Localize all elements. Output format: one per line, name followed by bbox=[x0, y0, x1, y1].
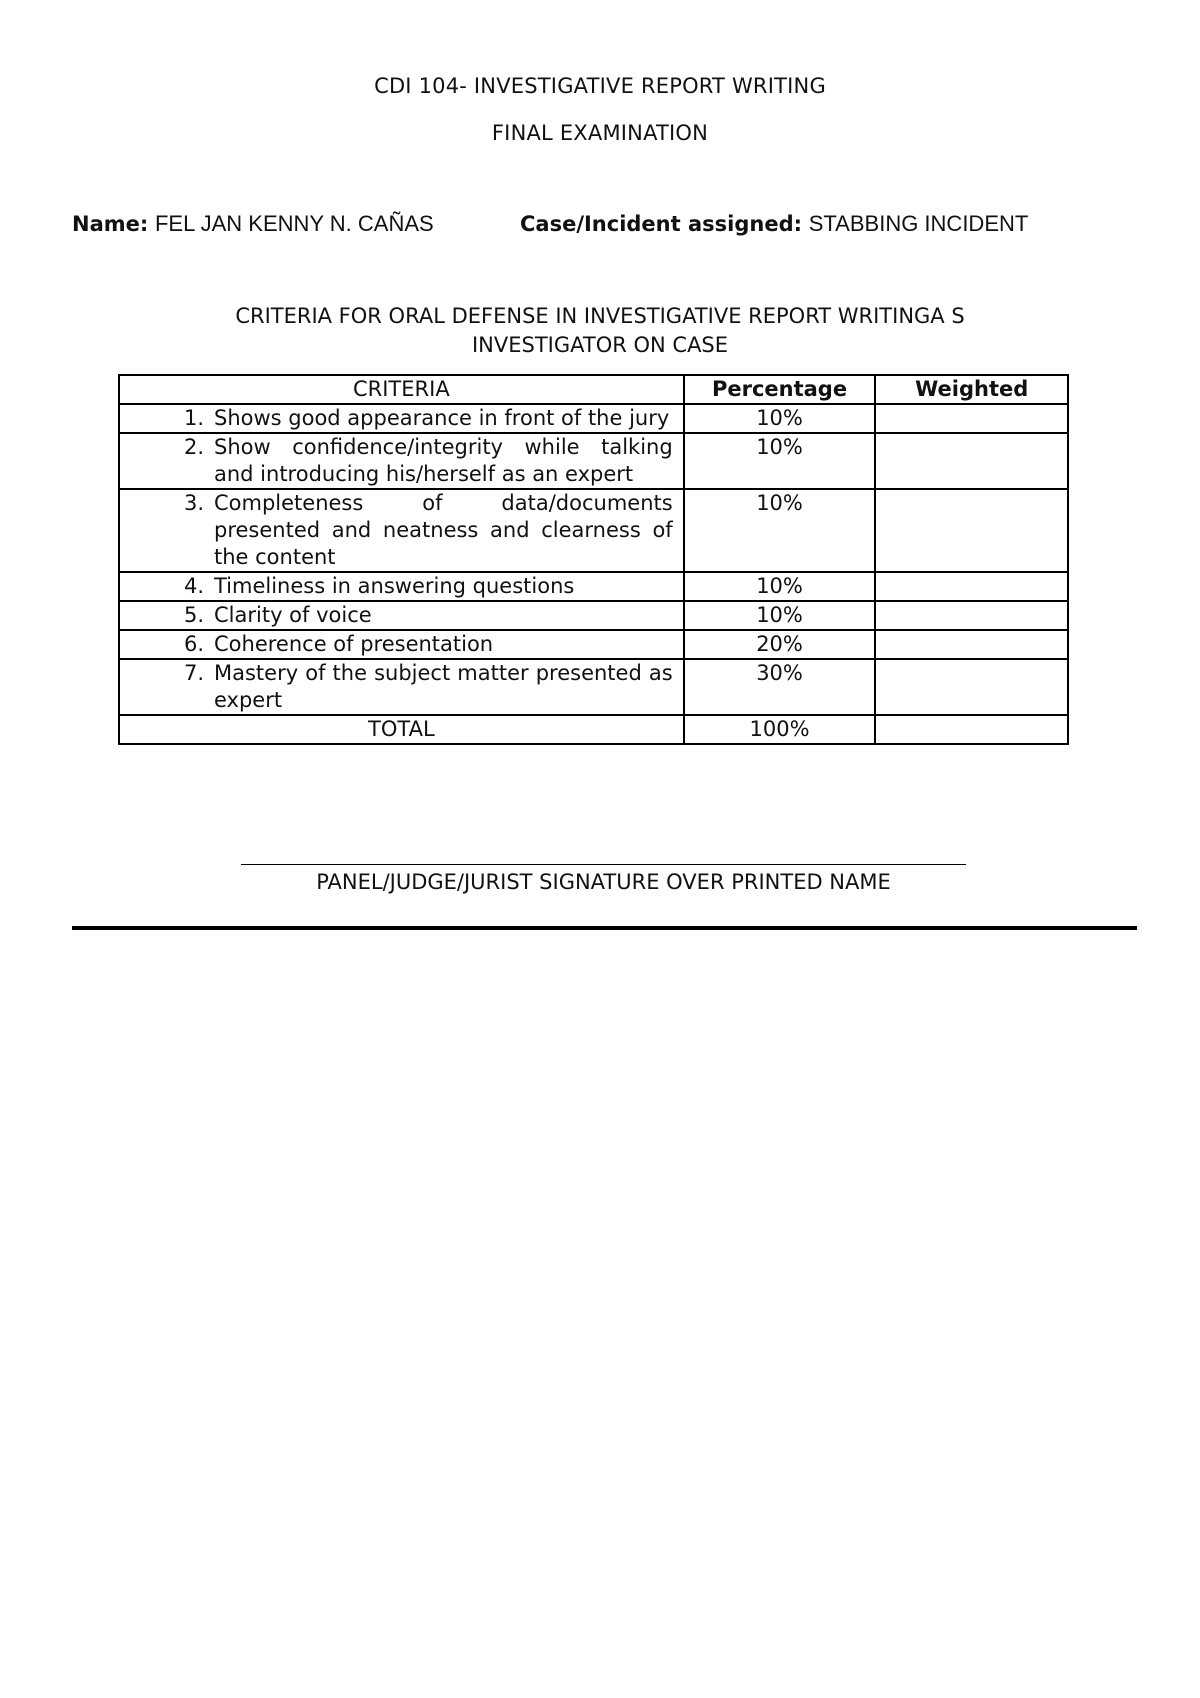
criteria-text: Shows good appearance in front of the jury bbox=[214, 406, 670, 430]
table-row bbox=[119, 601, 1068, 630]
criteria-number: 7. bbox=[183, 661, 204, 685]
criteria-cell bbox=[119, 630, 684, 659]
criteria-number: 6. bbox=[183, 632, 204, 656]
criteria-text: Coherence of presentation bbox=[214, 632, 494, 656]
criteria-number: 5. bbox=[183, 603, 204, 627]
table-row bbox=[119, 572, 1068, 601]
table-row bbox=[119, 489, 1068, 572]
criteria-heading bbox=[0, 302, 1200, 360]
weighted-cell[interactable] bbox=[875, 601, 1068, 630]
percentage-cell: 10% bbox=[684, 404, 876, 433]
criteria-number: 2. bbox=[183, 435, 204, 459]
percentage-cell: 10% bbox=[684, 433, 876, 489]
table-row bbox=[119, 404, 1068, 433]
criteria-cell bbox=[119, 489, 684, 572]
criteria-cell bbox=[119, 572, 684, 601]
criteria-text: Timeliness in answering questions bbox=[214, 574, 575, 598]
table-row bbox=[119, 433, 1068, 489]
criteria-cell bbox=[119, 601, 684, 630]
header-criteria: CRITERIA bbox=[119, 375, 684, 404]
criteria-number: 1. bbox=[183, 406, 204, 430]
criteria-cell bbox=[119, 659, 684, 715]
case-line bbox=[520, 211, 1028, 237]
total-percentage: 100% bbox=[684, 715, 876, 744]
criteria-cell bbox=[119, 404, 684, 433]
student-name-line bbox=[72, 211, 434, 237]
criteria-text: Mastery of the subject matter presented as expert bbox=[214, 661, 673, 712]
name-label: Name: bbox=[72, 212, 149, 236]
exam-title: FINAL EXAMINATION bbox=[491, 121, 709, 145]
criteria-heading-line-1: CRITERIA FOR ORAL DEFENSE IN INVESTIGATIVE REPORT WRITINGA S bbox=[235, 304, 965, 328]
weighted-cell[interactable] bbox=[875, 572, 1068, 601]
percentage-cell: 10% bbox=[684, 572, 876, 601]
name-value: FEL JAN KENNY N. CAÑAS bbox=[154, 211, 434, 236]
criteria-heading-line-2: INVESTIGATOR ON CASE bbox=[471, 333, 729, 357]
signature-label: PANEL/JUDGE/JURIST SIGNATURE OVER PRINTED NAME bbox=[316, 870, 891, 894]
case-label: Case/Incident assigned: bbox=[520, 212, 803, 236]
signature-line bbox=[241, 864, 966, 865]
rubric-table bbox=[118, 374, 1069, 745]
table-row bbox=[119, 659, 1068, 715]
table-row bbox=[119, 630, 1068, 659]
criteria-number: 4. bbox=[183, 574, 204, 598]
criteria-text: Clarity of voice bbox=[214, 603, 372, 627]
total-row bbox=[119, 715, 1068, 744]
weighted-cell[interactable] bbox=[875, 404, 1068, 433]
total-weighted-cell[interactable] bbox=[875, 715, 1068, 744]
percentage-cell: 10% bbox=[684, 601, 876, 630]
weighted-cell[interactable] bbox=[875, 489, 1068, 572]
percentage-cell: 10% bbox=[684, 489, 876, 572]
header-percentage: Percentage bbox=[684, 375, 876, 404]
total-label: TOTAL bbox=[119, 715, 684, 744]
case-value: STABBING INCIDENT bbox=[808, 211, 1029, 236]
table-header-row bbox=[119, 375, 1068, 404]
header-weighted: Weighted bbox=[875, 375, 1068, 404]
course-title: CDI 104- INVESTIGATIVE REPORT WRITING bbox=[374, 74, 826, 98]
criteria-cell bbox=[119, 433, 684, 489]
criteria-text: Show confidence/integrity while talking and introducing his/herself as an expert bbox=[214, 435, 673, 486]
criteria-number: 3. bbox=[183, 491, 204, 515]
weighted-cell[interactable] bbox=[875, 433, 1068, 489]
criteria-text: Completeness of data/documents presented and neatness and clearness of the content bbox=[214, 491, 673, 569]
weighted-cell[interactable] bbox=[875, 630, 1068, 659]
weighted-cell[interactable] bbox=[875, 659, 1068, 715]
bottom-divider bbox=[72, 926, 1137, 930]
percentage-cell: 30% bbox=[684, 659, 876, 715]
percentage-cell: 20% bbox=[684, 630, 876, 659]
